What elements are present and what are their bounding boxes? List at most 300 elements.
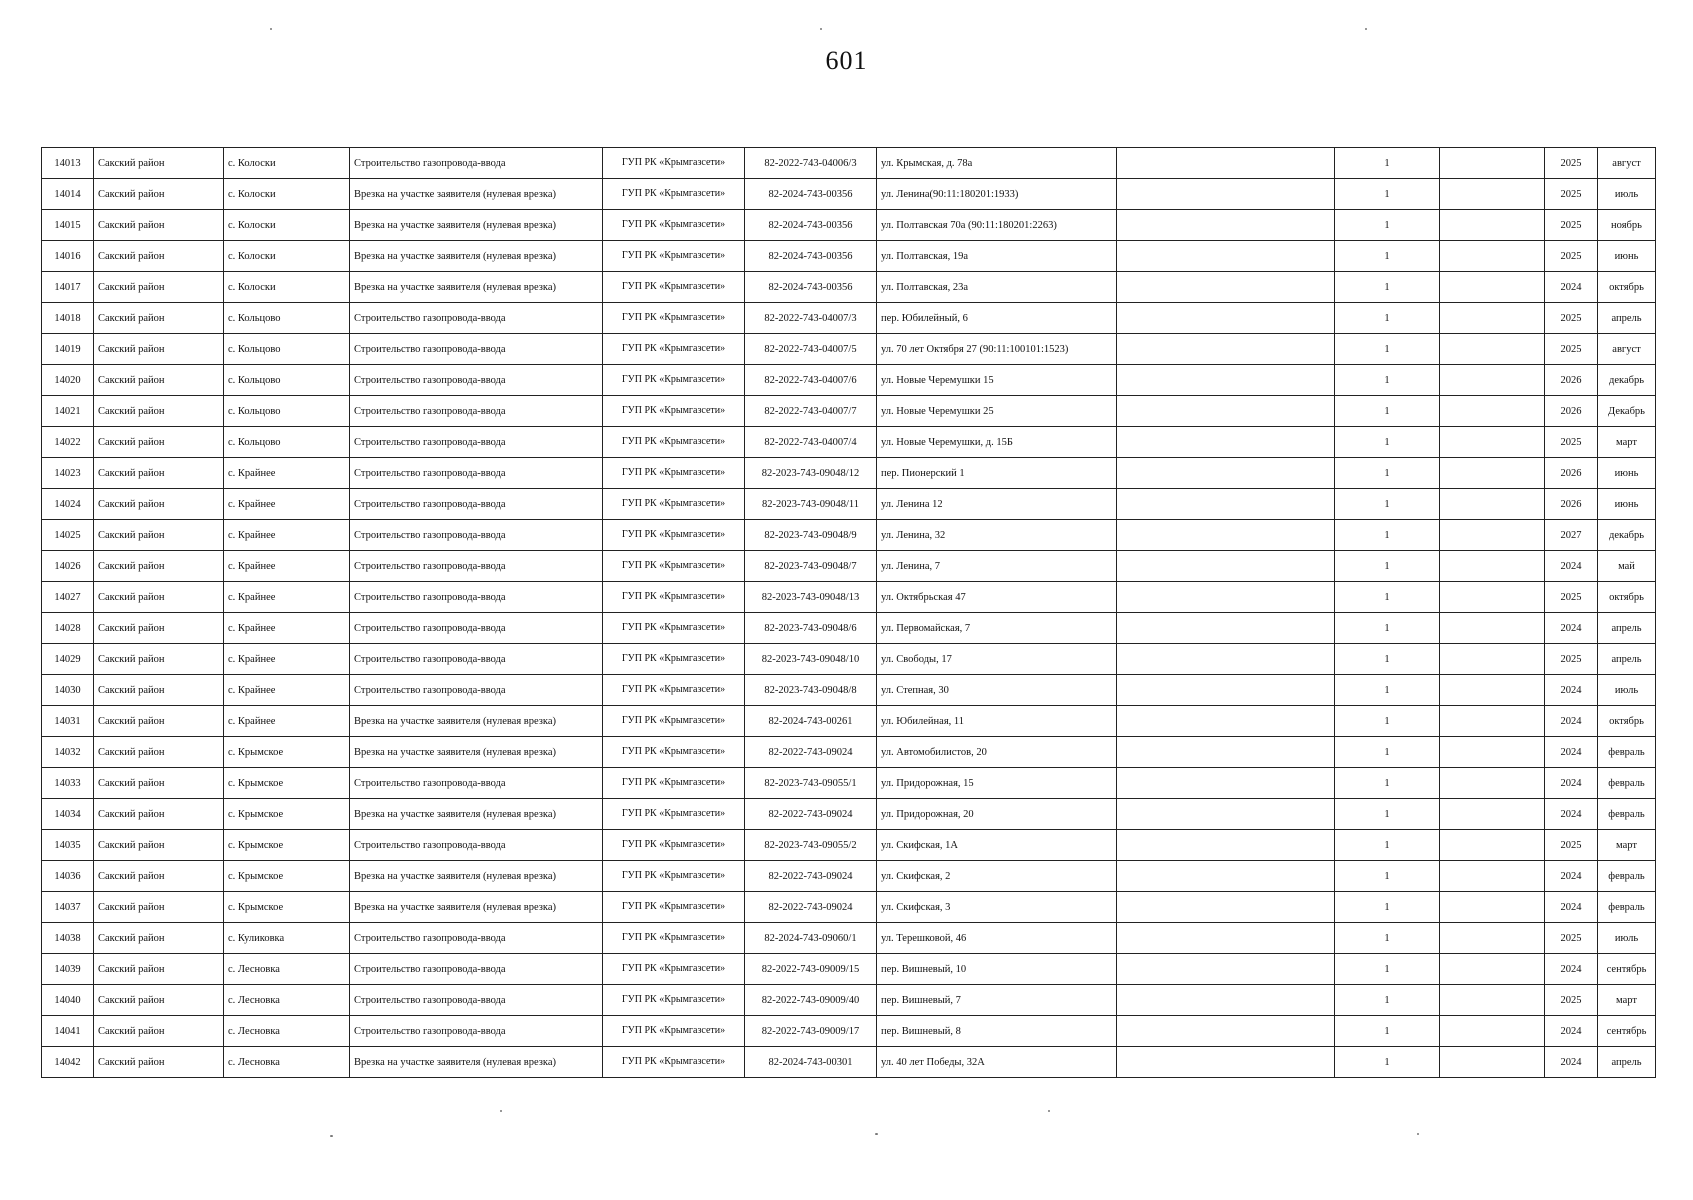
permit-number-cell: 82-2023-743-09048/6 (745, 613, 877, 644)
empty-cell (1117, 768, 1335, 799)
empty-cell (1117, 799, 1335, 830)
table-row (42, 923, 1656, 954)
quantity-cell: 1 (1335, 1016, 1440, 1047)
empty-cell (1117, 1047, 1335, 1078)
year-cell: 2025 (1545, 582, 1598, 613)
work-type-cell: Строительство газопровода-ввода (350, 923, 603, 954)
empty-cell (1440, 396, 1545, 427)
work-type-cell: Врезка на участке заявителя (нулевая врезка) (350, 1047, 603, 1078)
empty-cell (1440, 489, 1545, 520)
village-cell: с. Крайнее (224, 489, 350, 520)
row-number-cell: 14025 (42, 520, 94, 551)
district-cell: Сакский район (94, 737, 224, 768)
empty-cell (1440, 551, 1545, 582)
row-number-cell: 14039 (42, 954, 94, 985)
work-type-cell: Врезка на участке заявителя (нулевая врезка) (350, 737, 603, 768)
permit-number-cell: 82-2022-743-04007/4 (745, 427, 877, 458)
empty-cell (1440, 520, 1545, 551)
year-cell: 2024 (1545, 1047, 1598, 1078)
permit-number-cell: 82-2022-743-04006/3 (745, 148, 877, 179)
address-cell: ул. 40 лет Победы, 32А (877, 1047, 1117, 1078)
row-number-cell: 14023 (42, 458, 94, 489)
organization-cell: ГУП РК «Крымгазсети» (603, 489, 745, 520)
empty-cell (1117, 241, 1335, 272)
address-cell: пер. Вишневый, 7 (877, 985, 1117, 1016)
month-cell: апрель (1598, 303, 1656, 334)
work-type-cell: Строительство газопровода-ввода (350, 427, 603, 458)
year-cell: 2026 (1545, 489, 1598, 520)
address-cell: ул. Придорожная, 20 (877, 799, 1117, 830)
village-cell: с. Крайнее (224, 582, 350, 613)
village-cell: с. Колоски (224, 148, 350, 179)
work-type-cell: Врезка на участке заявителя (нулевая врезка) (350, 179, 603, 210)
district-cell: Сакский район (94, 1047, 224, 1078)
empty-cell (1440, 148, 1545, 179)
work-type-cell: Врезка на участке заявителя (нулевая врезка) (350, 241, 603, 272)
empty-cell (1440, 1016, 1545, 1047)
year-cell: 2024 (1545, 675, 1598, 706)
empty-cell (1440, 954, 1545, 985)
empty-cell (1440, 613, 1545, 644)
address-cell: ул. Полтавская, 23а (877, 272, 1117, 303)
month-cell: июнь (1598, 489, 1656, 520)
empty-cell (1440, 892, 1545, 923)
row-number-cell: 14014 (42, 179, 94, 210)
district-cell: Сакский район (94, 582, 224, 613)
empty-cell (1440, 706, 1545, 737)
empty-cell (1117, 861, 1335, 892)
permit-number-cell: 82-2023-743-09048/10 (745, 644, 877, 675)
quantity-cell: 1 (1335, 179, 1440, 210)
row-number-cell: 14035 (42, 830, 94, 861)
empty-cell (1440, 799, 1545, 830)
work-type-cell: Строительство газопровода-ввода (350, 458, 603, 489)
address-cell: ул. Крымская, д. 78а (877, 148, 1117, 179)
work-type-cell: Строительство газопровода-ввода (350, 489, 603, 520)
empty-cell (1117, 458, 1335, 489)
month-cell: июль (1598, 675, 1656, 706)
work-type-cell: Врезка на участке заявителя (нулевая врезка) (350, 861, 603, 892)
organization-cell: ГУП РК «Крымгазсети» (603, 675, 745, 706)
table-row (42, 954, 1656, 985)
quantity-cell: 1 (1335, 334, 1440, 365)
table-row (42, 892, 1656, 923)
empty-cell (1440, 644, 1545, 675)
row-number-cell: 14040 (42, 985, 94, 1016)
table-row (42, 582, 1656, 613)
permit-number-cell: 82-2022-743-04007/6 (745, 365, 877, 396)
table-row (42, 644, 1656, 675)
work-type-cell: Врезка на участке заявителя (нулевая врезка) (350, 272, 603, 303)
village-cell: с. Колоски (224, 179, 350, 210)
month-cell: октябрь (1598, 706, 1656, 737)
row-number-cell: 14021 (42, 396, 94, 427)
work-type-cell: Строительство газопровода-ввода (350, 582, 603, 613)
row-number-cell: 14013 (42, 148, 94, 179)
permit-number-cell: 82-2022-743-09024 (745, 737, 877, 768)
village-cell: с. Крымское (224, 768, 350, 799)
row-number-cell: 14020 (42, 365, 94, 396)
organization-cell: ГУП РК «Крымгазсети» (603, 303, 745, 334)
organization-cell: ГУП РК «Крымгазсети» (603, 396, 745, 427)
table-row (42, 148, 1656, 179)
year-cell: 2025 (1545, 985, 1598, 1016)
year-cell: 2024 (1545, 613, 1598, 644)
district-cell: Сакский район (94, 706, 224, 737)
table-row (42, 768, 1656, 799)
permit-number-cell: 82-2023-743-09055/2 (745, 830, 877, 861)
row-number-cell: 14030 (42, 675, 94, 706)
permit-number-cell: 82-2023-743-09048/8 (745, 675, 877, 706)
village-cell: с. Колоски (224, 272, 350, 303)
table-row (42, 396, 1656, 427)
empty-cell (1117, 675, 1335, 706)
district-cell: Сакский район (94, 861, 224, 892)
district-cell: Сакский район (94, 923, 224, 954)
year-cell: 2024 (1545, 737, 1598, 768)
district-cell: Сакский район (94, 644, 224, 675)
scan-speck (1048, 1110, 1050, 1112)
district-cell: Сакский район (94, 272, 224, 303)
month-cell: февраль (1598, 737, 1656, 768)
permit-number-cell: 82-2024-743-00356 (745, 179, 877, 210)
work-type-cell: Строительство газопровода-ввода (350, 303, 603, 334)
district-cell: Сакский район (94, 1016, 224, 1047)
quantity-cell: 1 (1335, 892, 1440, 923)
address-cell: ул. Степная, 30 (877, 675, 1117, 706)
village-cell: с. Крайнее (224, 706, 350, 737)
row-number-cell: 14029 (42, 644, 94, 675)
empty-cell (1117, 830, 1335, 861)
village-cell: с. Крымское (224, 861, 350, 892)
row-number-cell: 14036 (42, 861, 94, 892)
month-cell: декабрь (1598, 365, 1656, 396)
permit-number-cell: 82-2022-743-04007/5 (745, 334, 877, 365)
permit-number-cell: 82-2023-743-09048/9 (745, 520, 877, 551)
empty-cell (1117, 148, 1335, 179)
month-cell: февраль (1598, 768, 1656, 799)
empty-cell (1440, 210, 1545, 241)
permit-number-cell: 82-2022-743-04007/7 (745, 396, 877, 427)
month-cell: Декабрь (1598, 396, 1656, 427)
year-cell: 2025 (1545, 148, 1598, 179)
year-cell: 2024 (1545, 861, 1598, 892)
year-cell: 2024 (1545, 551, 1598, 582)
village-cell: с. Крайнее (224, 675, 350, 706)
district-cell: Сакский район (94, 210, 224, 241)
work-type-cell: Строительство газопровода-ввода (350, 1016, 603, 1047)
empty-cell (1117, 582, 1335, 613)
organization-cell: ГУП РК «Крымгазсети» (603, 148, 745, 179)
permit-number-cell: 82-2024-743-00356 (745, 272, 877, 303)
village-cell: с. Крайнее (224, 613, 350, 644)
address-cell: пер. Вишневый, 10 (877, 954, 1117, 985)
quantity-cell: 1 (1335, 582, 1440, 613)
scan-speck (270, 28, 272, 30)
permit-number-cell: 82-2022-743-04007/3 (745, 303, 877, 334)
table-row (42, 1047, 1656, 1078)
page-number: 601 (825, 46, 868, 75)
empty-cell (1440, 365, 1545, 396)
village-cell: с. Лесновка (224, 954, 350, 985)
row-number-cell: 14017 (42, 272, 94, 303)
village-cell: с. Колоски (224, 210, 350, 241)
row-number-cell: 14016 (42, 241, 94, 272)
empty-cell (1117, 179, 1335, 210)
quantity-cell: 1 (1335, 272, 1440, 303)
district-cell: Сакский район (94, 241, 224, 272)
address-cell: ул. Полтавская, 19а (877, 241, 1117, 272)
organization-cell: ГУП РК «Крымгазсети» (603, 210, 745, 241)
work-type-cell: Строительство газопровода-ввода (350, 985, 603, 1016)
village-cell: с. Лесновка (224, 1016, 350, 1047)
village-cell: с. Кольцово (224, 365, 350, 396)
work-type-cell: Врезка на участке заявителя (нулевая врезка) (350, 892, 603, 923)
empty-cell (1440, 303, 1545, 334)
empty-cell (1117, 644, 1335, 675)
village-cell: с. Кольцово (224, 427, 350, 458)
quantity-cell: 1 (1335, 675, 1440, 706)
empty-cell (1117, 737, 1335, 768)
month-cell: июнь (1598, 241, 1656, 272)
permit-number-cell: 82-2024-743-00261 (745, 706, 877, 737)
month-cell: октябрь (1598, 272, 1656, 303)
month-cell: март (1598, 830, 1656, 861)
permit-number-cell: 82-2022-743-09024 (745, 799, 877, 830)
year-cell: 2026 (1545, 396, 1598, 427)
month-cell: август (1598, 334, 1656, 365)
month-cell: апрель (1598, 613, 1656, 644)
organization-cell: ГУП РК «Крымгазсети» (603, 1047, 745, 1078)
row-number-cell: 14033 (42, 768, 94, 799)
row-number-cell: 14022 (42, 427, 94, 458)
village-cell: с. Крымское (224, 799, 350, 830)
month-cell: апрель (1598, 1047, 1656, 1078)
district-cell: Сакский район (94, 799, 224, 830)
row-number-cell: 14037 (42, 892, 94, 923)
row-number-cell: 14015 (42, 210, 94, 241)
permit-number-cell: 82-2023-743-09048/11 (745, 489, 877, 520)
year-cell: 2024 (1545, 706, 1598, 737)
quantity-cell: 1 (1335, 830, 1440, 861)
table-row (42, 458, 1656, 489)
work-type-cell: Строительство газопровода-ввода (350, 768, 603, 799)
address-cell: ул. Юбилейная, 11 (877, 706, 1117, 737)
permit-number-cell: 82-2024-743-09060/1 (745, 923, 877, 954)
organization-cell: ГУП РК «Крымгазсети» (603, 861, 745, 892)
organization-cell: ГУП РК «Крымгазсети» (603, 241, 745, 272)
address-cell: ул. Ленина 12 (877, 489, 1117, 520)
village-cell: с. Колоски (224, 241, 350, 272)
address-cell: ул. Придорожная, 15 (877, 768, 1117, 799)
organization-cell: ГУП РК «Крымгазсети» (603, 830, 745, 861)
row-number-cell: 14018 (42, 303, 94, 334)
permit-number-cell: 82-2022-743-09009/40 (745, 985, 877, 1016)
empty-cell (1440, 458, 1545, 489)
empty-cell (1117, 427, 1335, 458)
table-row (42, 427, 1656, 458)
row-number-cell: 14031 (42, 706, 94, 737)
quantity-cell: 1 (1335, 954, 1440, 985)
year-cell: 2024 (1545, 272, 1598, 303)
empty-cell (1117, 303, 1335, 334)
year-cell: 2026 (1545, 458, 1598, 489)
permit-number-cell: 82-2022-743-09024 (745, 892, 877, 923)
empty-cell (1117, 520, 1335, 551)
row-number-cell: 14038 (42, 923, 94, 954)
work-type-cell: Строительство газопровода-ввода (350, 551, 603, 582)
year-cell: 2024 (1545, 892, 1598, 923)
address-cell: ул. Скифская, 1А (877, 830, 1117, 861)
year-cell: 2025 (1545, 923, 1598, 954)
village-cell: с. Кольцово (224, 303, 350, 334)
quantity-cell: 1 (1335, 303, 1440, 334)
table-row (42, 489, 1656, 520)
quantity-cell: 1 (1335, 613, 1440, 644)
year-cell: 2026 (1545, 365, 1598, 396)
permit-number-cell: 82-2024-743-00356 (745, 241, 877, 272)
quantity-cell: 1 (1335, 241, 1440, 272)
district-cell: Сакский район (94, 830, 224, 861)
empty-cell (1117, 210, 1335, 241)
address-cell: ул. Новые Черемушки 15 (877, 365, 1117, 396)
district-cell: Сакский район (94, 148, 224, 179)
year-cell: 2025 (1545, 644, 1598, 675)
organization-cell: ГУП РК «Крымгазсети» (603, 551, 745, 582)
work-type-cell: Строительство газопровода-ввода (350, 644, 603, 675)
address-cell: ул. Новые Черемушки, д. 15Б (877, 427, 1117, 458)
address-cell: ул. Ленина, 32 (877, 520, 1117, 551)
row-number-cell: 14028 (42, 613, 94, 644)
empty-cell (1117, 706, 1335, 737)
empty-cell (1117, 1016, 1335, 1047)
empty-cell (1117, 613, 1335, 644)
address-cell: пер. Вишневый, 8 (877, 1016, 1117, 1047)
month-cell: февраль (1598, 892, 1656, 923)
row-number-cell: 14032 (42, 737, 94, 768)
quantity-cell: 1 (1335, 489, 1440, 520)
year-cell: 2024 (1545, 768, 1598, 799)
quantity-cell: 1 (1335, 396, 1440, 427)
year-cell: 2025 (1545, 830, 1598, 861)
quantity-cell: 1 (1335, 365, 1440, 396)
empty-cell (1440, 179, 1545, 210)
address-cell: ул. Автомобилистов, 20 (877, 737, 1117, 768)
district-cell: Сакский район (94, 179, 224, 210)
row-number-cell: 14041 (42, 1016, 94, 1047)
table-row (42, 613, 1656, 644)
month-cell: март (1598, 985, 1656, 1016)
table-row (42, 272, 1656, 303)
address-cell: ул. Полтавская 70а (90:11:180201:2263) (877, 210, 1117, 241)
empty-cell (1440, 334, 1545, 365)
empty-cell (1440, 241, 1545, 272)
organization-cell: ГУП РК «Крымгазсети» (603, 427, 745, 458)
row-number-cell: 14042 (42, 1047, 94, 1078)
table-row (42, 365, 1656, 396)
table-row (42, 520, 1656, 551)
quantity-cell: 1 (1335, 737, 1440, 768)
village-cell: с. Лесновка (224, 985, 350, 1016)
village-cell: с. Кольцово (224, 396, 350, 427)
empty-cell (1440, 737, 1545, 768)
year-cell: 2024 (1545, 954, 1598, 985)
work-type-cell: Строительство газопровода-ввода (350, 396, 603, 427)
table-row (42, 210, 1656, 241)
village-cell: с. Крайнее (224, 644, 350, 675)
table-body (42, 148, 1656, 1078)
quantity-cell: 1 (1335, 985, 1440, 1016)
address-cell: ул. Ленина(90:11:180201:1933) (877, 179, 1117, 210)
permit-number-cell: 82-2024-743-00356 (745, 210, 877, 241)
row-number-cell: 14024 (42, 489, 94, 520)
organization-cell: ГУП РК «Крымгазсети» (603, 768, 745, 799)
table-row (42, 179, 1656, 210)
quantity-cell: 1 (1335, 768, 1440, 799)
village-cell: с. Куликовка (224, 923, 350, 954)
district-cell: Сакский район (94, 334, 224, 365)
village-cell: с. Крайнее (224, 551, 350, 582)
work-type-cell: Строительство газопровода-ввода (350, 334, 603, 365)
permit-number-cell: 82-2022-743-09009/17 (745, 1016, 877, 1047)
permit-number-cell: 82-2023-743-09055/1 (745, 768, 877, 799)
village-cell: с. Крымское (224, 830, 350, 861)
month-cell: октябрь (1598, 582, 1656, 613)
quantity-cell: 1 (1335, 551, 1440, 582)
district-cell: Сакский район (94, 427, 224, 458)
organization-cell: ГУП РК «Крымгазсети» (603, 1016, 745, 1047)
organization-cell: ГУП РК «Крымгазсети» (603, 458, 745, 489)
year-cell: 2025 (1545, 334, 1598, 365)
village-cell: с. Кольцово (224, 334, 350, 365)
month-cell: август (1598, 148, 1656, 179)
year-cell: 2025 (1545, 179, 1598, 210)
table-row (42, 675, 1656, 706)
month-cell: февраль (1598, 799, 1656, 830)
year-cell: 2024 (1545, 799, 1598, 830)
address-cell: ул. Первомайская, 7 (877, 613, 1117, 644)
empty-cell (1117, 551, 1335, 582)
scan-speck (500, 1110, 502, 1112)
organization-cell: ГУП РК «Крымгазсети» (603, 923, 745, 954)
scan-speck (1365, 28, 1367, 30)
district-cell: Сакский район (94, 365, 224, 396)
work-type-cell: Строительство газопровода-ввода (350, 613, 603, 644)
empty-cell (1440, 1047, 1545, 1078)
row-number-cell: 14026 (42, 551, 94, 582)
quantity-cell: 1 (1335, 1047, 1440, 1078)
organization-cell: ГУП РК «Крымгазсети» (603, 520, 745, 551)
organization-cell: ГУП РК «Крымгазсети» (603, 737, 745, 768)
year-cell: 2025 (1545, 210, 1598, 241)
address-cell: ул. Ленина, 7 (877, 551, 1117, 582)
empty-cell (1117, 892, 1335, 923)
work-type-cell: Строительство газопровода-ввода (350, 830, 603, 861)
empty-cell (1117, 334, 1335, 365)
permit-number-cell: 82-2023-743-09048/12 (745, 458, 877, 489)
year-cell: 2024 (1545, 1016, 1598, 1047)
month-cell: март (1598, 427, 1656, 458)
empty-cell (1440, 923, 1545, 954)
empty-cell (1117, 985, 1335, 1016)
table-row (42, 551, 1656, 582)
organization-cell: ГУП РК «Крымгазсети» (603, 365, 745, 396)
address-cell: ул. 70 лет Октября 27 (90:11:100101:1523) (877, 334, 1117, 365)
organization-cell: ГУП РК «Крымгазсети» (603, 985, 745, 1016)
address-cell: ул. Скифская, 3 (877, 892, 1117, 923)
permit-number-cell: 82-2024-743-00301 (745, 1047, 877, 1078)
scan-speck (875, 1133, 878, 1135)
